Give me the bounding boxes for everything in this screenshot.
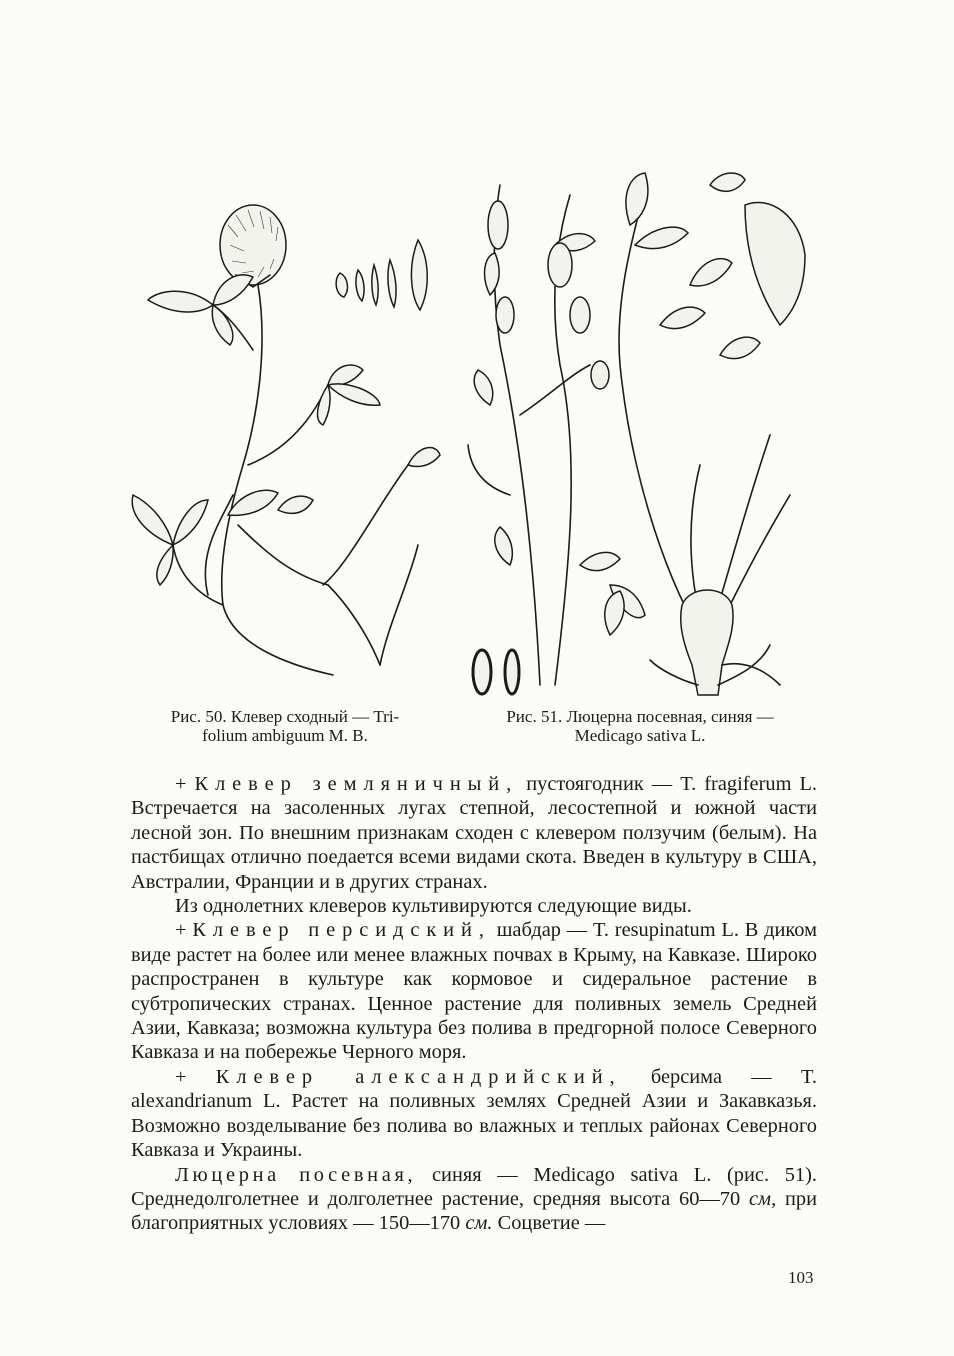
- species-name-spaced: Люцерна посевная,: [175, 1163, 417, 1186]
- species-name-spaced: Клевер персидский,: [192, 919, 491, 942]
- paragraph-body: Соцветие —: [492, 1212, 606, 1235]
- figure-50-caption-line2: folium ambiguum M. B.: [202, 726, 368, 745]
- paragraph-body: при благоприятных условиях — 150—170: [131, 1187, 817, 1235]
- figure-alfalfa-illustration: [460, 165, 830, 705]
- paragraph-body: синяя — Medicago sativa L. (рис. 51). Среднедолголетнее и долголетнее растение, средняя высота 60—70: [131, 1163, 817, 1210]
- alfalfa-flower-clusters: [488, 201, 609, 389]
- unit-cm: см,: [749, 1187, 777, 1210]
- figure-50-caption-line1: Рис. 50. Клевер сходный — Tri-: [170, 707, 400, 726]
- figure-50-caption: [132, 707, 438, 745]
- species-name-spaced: Клевер земляничный,: [194, 773, 519, 795]
- clover-flower-details: [336, 240, 427, 310]
- paragraph-annual-clovers: [131, 894, 817, 918]
- paragraph-marker: +: [175, 919, 193, 942]
- figure-51-caption-line2: Medicago sativa L.: [574, 726, 706, 745]
- paragraph-body: шабдар — T. resupinatum L. В диком виде растет на более или менее влажных почвах в Крыму, на Кавказе. Широко распространен в культуре как кормовое и сидеральное растение в субтропических странах. Ценное растение для поливных земель Средней Азии, Кавказа; возможна культура без полива в предгорной полосе Северного Кавказа и на побережье Черного моря.: [131, 919, 818, 1064]
- alfalfa-leaves: [474, 173, 805, 635]
- clover-leaves: [132, 275, 440, 585]
- unit-cm: см.: [465, 1212, 493, 1235]
- alfalfa-seed-pods: [473, 650, 519, 694]
- paragraph-body: берсима — T. alexandrianum L. Растет на поливных землях Средней Азии и Закавказья. Возможно возделывание без полива во влажных и теплых районах Северного Кавказа и Украины.: [131, 1065, 817, 1162]
- body-text: [131, 772, 817, 1236]
- alfalfa-root: [650, 590, 780, 695]
- paragraph-strawberry-clover: [131, 772, 817, 894]
- paragraph-persian-clover: [131, 918, 817, 1064]
- paragraph-alexandrian-clover: [131, 1065, 817, 1163]
- paragraph-body: Из однолетних клеверов культивируются следующие виды.: [175, 895, 692, 918]
- clover-drawing: [118, 165, 448, 705]
- alfalfa-drawing: [460, 165, 830, 705]
- figure-clover-illustration: [118, 165, 448, 705]
- paragraph-body: пустоягодник — T. fragiferum L. Встречается на засоленных лугах степной, лесостепной и южной части лесной зон. По внешним признакам сходен с клевером ползучим (белым). На пастбищах отлично поедается всеми видами скота. Введен в культуру в США, Австралии, Франции и в других странах.: [131, 773, 817, 893]
- paragraph-alfalfa: [131, 1163, 817, 1236]
- page-number: 103: [788, 1268, 814, 1287]
- paragraph-marker: +: [175, 1065, 216, 1088]
- paragraph-marker: +: [175, 773, 195, 795]
- figure-51-caption: [460, 707, 820, 745]
- figure-51-caption-line1: Рис. 51. Люцерна посевная, синяя —: [506, 707, 774, 726]
- species-name-spaced: Клевер александрийский,: [215, 1065, 622, 1088]
- clover-flower-head: [220, 205, 286, 287]
